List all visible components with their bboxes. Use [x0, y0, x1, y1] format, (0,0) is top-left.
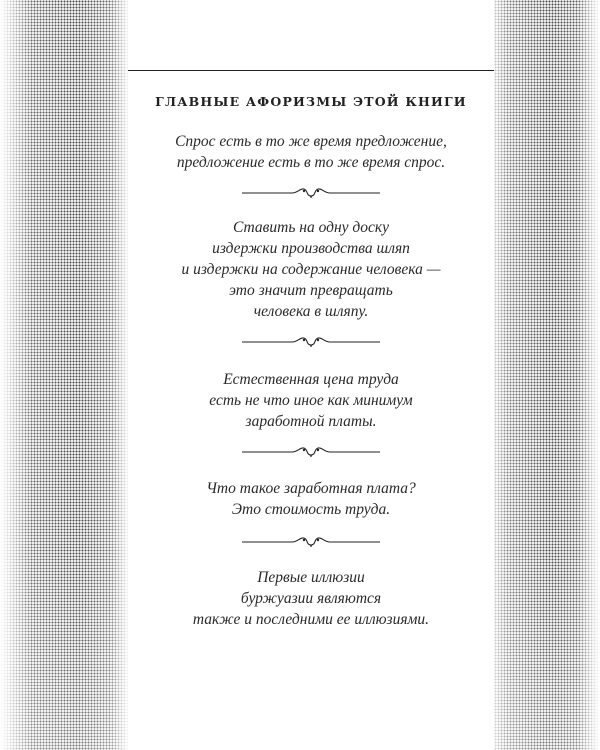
page-heading: ГЛАВНЫЕ АФОРИЗМЫ ЭТОЙ КНИГИ	[155, 94, 467, 109]
aphorism-4	[128, 478, 494, 520]
aphorism-5	[128, 567, 494, 630]
aphorism-line: Ставить на одну доску	[232, 219, 390, 236]
aphorism-line: Естественная цена труда	[223, 371, 399, 388]
flourish-divider-icon	[238, 445, 384, 459]
aphorism-line: Это стоимость труда.	[231, 501, 391, 518]
top-rule	[128, 70, 494, 71]
halftone-border-left	[0, 0, 130, 750]
aphorism-line: Что такое заработная плата?	[206, 480, 416, 497]
aphorism-line: Первые иллюзии	[257, 569, 365, 586]
aphorism-line: предложение есть в то же время спрос.	[176, 154, 446, 171]
aphorism-3	[128, 369, 494, 432]
flourish-divider-icon	[238, 335, 384, 349]
aphorism-line: издержки производства шляп	[212, 240, 410, 257]
aphorism-line: это значит превращать	[229, 282, 393, 299]
aphorism-line: также и последними ее иллюзиями.	[192, 611, 430, 628]
aphorism-2	[128, 217, 494, 322]
aphorism-1	[128, 131, 494, 173]
flourish-divider-icon	[238, 535, 384, 549]
aphorism-line: заработной платы.	[245, 413, 377, 430]
book-page	[128, 0, 494, 750]
aphorism-line: буржуазии являются	[240, 590, 382, 607]
flourish-divider-icon	[238, 186, 384, 200]
aphorism-line: человека в шляпу.	[253, 303, 369, 320]
aphorism-line: есть не что иное как минимум	[209, 392, 413, 409]
aphorism-line: Спрос есть в то же время предложение,	[175, 133, 447, 150]
halftone-border-right	[485, 0, 600, 750]
aphorism-line: и издержки на содержание человека —	[181, 261, 441, 278]
